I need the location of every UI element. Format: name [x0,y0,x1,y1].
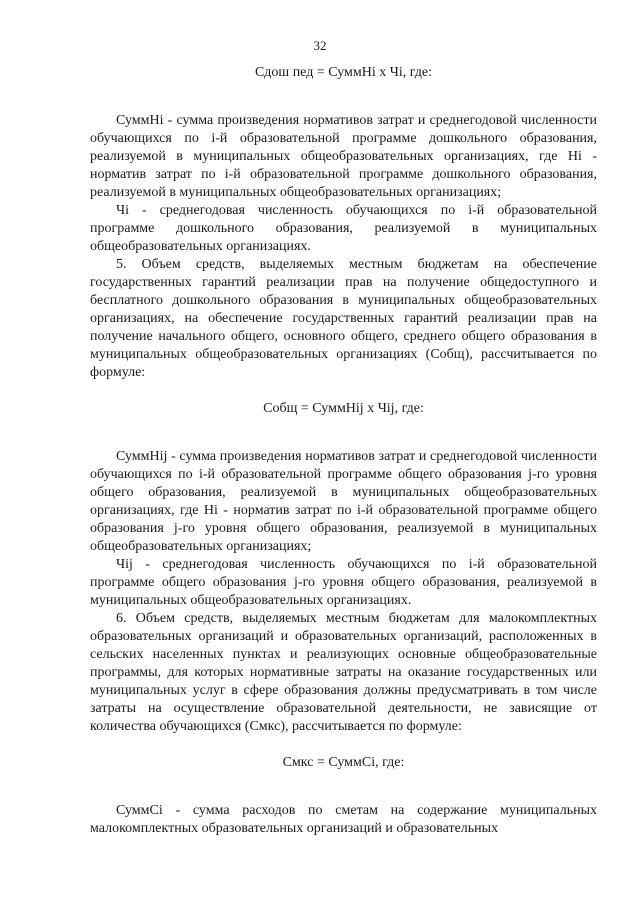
formula-general: Собщ = СуммHij x Чij, где: [263,401,424,416]
page-number: 32 [313,38,327,53]
definition-summ-hij: СуммHij - сумма произведения нормативов затрат и среднегодовой численности обучающихся по i-й образовательной программе общего образования j-го уровня общего образования, реализуемой в муниципальных общеобразовательных организациях, где Hi - норматив затрат по i-й образовательной программе общего образования j-го уровня общего образования, реализуемой в муниципальных общеобразовательных организациях; [90,449,597,554]
definition-summ-ci: СуммCi - сумма расходов по сметам на содержание муниципальных малокомплектных образовательных организаций и образовательных [90,803,597,836]
document-body [90,64,597,838]
definition-summ-hi: СуммHi - сумма произведения нормативов затрат и среднегодовой численности обучающихся по i-й образовательной программе дошкольного образования, реализуемой в муниципальных общеобразовательных организациях, где Hi - норматив затрат по i-й образовательной программе дошкольного образования, реализуемой в муниципальных общеобразовательных организациях; [90,113,597,200]
definition-chi: Чi - среднегодовая численность обучающихся по i-й образовательной программе дошкольного образования, реализуемой в муниципальных общеобразовательных организациях. [90,203,597,254]
formula-small-schools: Смкс = СуммCi, где: [282,755,405,770]
definition-chij: Чij - среднегодовая численность обучающихся по i-й образовательной программе общего образования j-го уровня общего образования, реализуемой в муниципальных общеобразовательных организациях. [90,557,597,608]
formula-preschool: Сдош пед = СуммHi x Чi, где: [254,65,433,80]
clause-6: 6. Объем средств, выделяемых местным бюджетам для малокомплектных образовательных организаций и образовательных организаций, расположенных в сельских населенных пунктах и реализующих основные общеобразовательные программы, для которых нормативные затраты на оказание государственных или муниципальных услуг в сфере образования должны предусматривать в том числе затраты на осуществление образовательной деятельности, не зависящие от количества обучающихся (Смкс), рассчитывается по формуле: [90,611,597,734]
clause-5: 5. Объем средств, выделяемых местным бюджетам на обеспечение государственных гарантий реализации прав на получение общедоступного и бесплатного дошкольного образования в муниципальных общеобразовательных организациях, на обеспечение государственных гарантий реализации прав на получение начального общего, основного общего, среднего общего образования в муниципальных общеобразовательных организациях (Собщ), рассчитывается по формуле: [90,257,597,380]
